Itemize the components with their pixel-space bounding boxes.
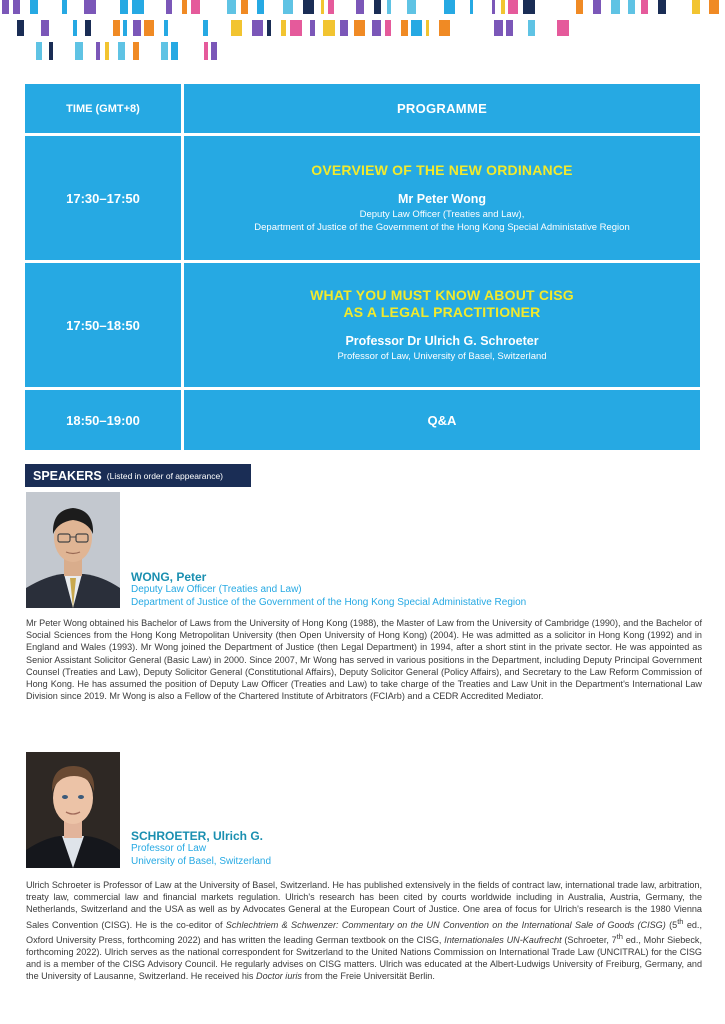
decorative-bar <box>252 20 263 36</box>
decorative-bar <box>523 0 535 14</box>
portrait-image <box>26 492 120 608</box>
decorative-bar <box>611 0 620 14</box>
decorative-bar <box>354 20 365 36</box>
decorative-bar <box>593 0 601 14</box>
bio-text: Ulrich Schroeter is Professor of Law at the University of Basel, Switzerland. He has published extensively in the fields of contract law, international trade law, arbitration, treaty law, commercial law and financial markets regulation. Ulrich's research has been cited by courts worldwide including in Australia, Austria, Germany, the Netherlands, Switzerland and the USA as well as by Advocates General at the European Court of Justice. One area of focus for Ulrich's research is the 1980 Vienna Sales Convention (CISG). He is the co-editor of <box>26 880 702 930</box>
decorative-bar <box>628 0 635 14</box>
decorative-bar <box>105 42 109 60</box>
decorative-bar <box>62 0 67 14</box>
session-time: 17:30–17:50 <box>25 136 181 260</box>
bio-text: (Schroeter, 7 <box>561 934 617 945</box>
portrait-image <box>26 752 120 868</box>
speakers-heading-note: (Listed in order of appearance) <box>106 470 224 481</box>
session-speaker: Mr Peter Wong <box>398 192 486 206</box>
programme-table <box>25 84 700 453</box>
bio-text: from the Freie Universität Berlin. <box>301 971 435 982</box>
bio-text: (5 <box>665 919 678 930</box>
decorative-bar <box>133 42 139 60</box>
decorative-bar <box>372 20 381 36</box>
programme-header-row <box>25 84 700 133</box>
bio-text: ed., Mohr Siebeck, forthcoming 2022). Ulrich serves as the national correspondent for Switzerland to the United Nations Commission on International Trade Law (UNCITRAL) for the CISG and is a member of the CISG Advisory Council. He regularly advises on CISG matters. Ulrich was educated at the Albert-Ludwigs University of Freiburg, Germany, and the University of Lausanne, Switzerland. He received his <box>26 934 702 982</box>
session-time: 17:50–18:50 <box>25 263 181 387</box>
decorative-bar <box>323 20 335 36</box>
decorative-bar <box>328 0 334 14</box>
decorative-bar <box>470 0 473 14</box>
bio-superscript: th <box>616 931 623 941</box>
speakers-heading-label: SPEAKERS <box>33 468 102 483</box>
decorative-bar <box>385 20 391 36</box>
decorative-bar <box>36 42 42 60</box>
decorative-bar <box>123 20 127 36</box>
decorative-bar <box>144 20 154 36</box>
decorative-bar <box>84 0 96 14</box>
session-speaker-role: Professor of Law, University of Basel, Switzerland <box>337 351 547 362</box>
decorative-bar <box>506 20 513 36</box>
decorative-bar <box>73 20 77 36</box>
decorative-bar <box>411 20 422 36</box>
decorative-bar <box>281 20 286 36</box>
speakers-heading <box>25 464 251 487</box>
speaker-name: SCHROETER, Ulrich G. <box>131 829 264 843</box>
decorative-bar <box>303 0 314 14</box>
bio-degree: Doctor iuris <box>256 971 302 982</box>
speaker-name: WONG, Peter <box>131 570 207 584</box>
decorative-bar <box>426 20 429 36</box>
decorative-bar <box>133 20 141 36</box>
decorative-bar <box>492 0 495 14</box>
decorative-bar <box>407 0 416 14</box>
decorative-bar <box>171 42 178 60</box>
session-row <box>25 390 700 450</box>
speaker-affiliation: University of Basel, Switzerland <box>131 855 272 867</box>
decorative-bar <box>211 42 217 60</box>
decorative-bar <box>182 0 187 14</box>
session-details <box>184 390 700 450</box>
decorative-bar <box>692 0 700 14</box>
decorative-bar <box>85 20 91 36</box>
decorative-bar <box>501 0 505 14</box>
decorative-bar <box>290 20 302 36</box>
session-details <box>184 263 700 387</box>
decorative-bars-banner <box>0 0 725 64</box>
decorative-bar <box>439 20 450 36</box>
decorative-bar <box>401 20 408 36</box>
session-row <box>25 263 700 387</box>
decorative-bar <box>191 0 200 14</box>
decorative-bar <box>75 42 83 60</box>
speaker-bio-peter-wong: Mr Peter Wong obtained his Bachelor of Laws from the University of Hong Kong (1988), the Master of Law from the University of Cambridge (1990), and the Bachelor of Social Sciences from the Hong Kong Metropolitan University (then Open University of Hong Kong) (2004). He was admitted as a solicitor in Hong Kong (1992) and in England and Wales (1993). Mr Wong joined the Department of Justice (then Legal Department) in 1994, after a short stint in the private sector. He was appointed as Senior Assistant Solicitor General (Basic Law) in 2000. Since 2007, Mr Wong has served in various positions in the Department, including Deputy Principal Government Counsel (Treaties and Law), Deputy Solicitor General (Constitutional Affairs), Deputy Solicitor General (Policy Affairs), and Secretary to the Law Reform Commission of Hong Kong. He has assumed the position of Deputy Law Officer (Treaties and Law) to take charge of the Treaties and Law Unit in the Department's International Law Division since 2019. Mr Wong is also a Fellow of the Chartered Institute of Arbitrators (FCIArb) and a CEDR Accredited Mediator. <box>26 618 702 702</box>
bio-superscript: th <box>677 916 684 926</box>
session-title: OVERVIEW OF THE NEW ORDINANCE <box>311 162 573 178</box>
decorative-bar <box>227 0 236 14</box>
session-time: 18:50–19:00 <box>25 390 181 450</box>
decorative-bar <box>576 0 583 14</box>
speaker-photo-peter-wong <box>26 492 120 608</box>
decorative-bar <box>557 20 569 36</box>
session-speaker: Professor Dr Ulrich G. Schroeter <box>345 334 539 348</box>
speaker-title: Deputy Law Officer (Treaties and Law) <box>131 584 302 595</box>
speaker-photo-ulrich-schroeter <box>26 752 120 868</box>
decorative-bar <box>494 20 503 36</box>
speaker-bio-ulrich-schroeter <box>26 879 702 983</box>
session-details <box>184 136 700 260</box>
decorative-bar <box>204 42 208 60</box>
decorative-bar <box>2 0 9 14</box>
speaker-affiliation: Department of Justice of the Government of the Hong Kong Special Administative Region <box>131 596 527 608</box>
decorative-bar <box>374 0 381 14</box>
session-title: Q&A <box>427 412 457 428</box>
decorative-bar <box>241 0 248 14</box>
decorative-bar <box>310 20 315 36</box>
session-title-line-1: WHAT YOU MUST KNOW ABOUT CISG <box>310 287 574 303</box>
decorative-bar <box>113 20 120 36</box>
session-speaker-affiliation: Department of Justice of the Government of the Hong Kong Special Administative Region <box>254 222 630 233</box>
time-column-header: TIME (GMT+8) <box>25 84 181 133</box>
decorative-bar <box>166 0 172 14</box>
decorative-bar <box>203 20 208 36</box>
decorative-bar <box>17 20 24 36</box>
decorative-bar <box>96 42 100 60</box>
decorative-bar <box>709 0 719 14</box>
session-speaker-role: Deputy Law Officer (Treaties and Law), <box>359 209 525 220</box>
speaker-title: Professor of Law <box>131 843 207 854</box>
decorative-bar <box>161 42 168 60</box>
decorative-bar <box>118 42 125 60</box>
decorative-bar <box>120 0 128 14</box>
decorative-bar <box>257 0 264 14</box>
bio-book-title: Schlechtriem & Schwenzer: Commentary on the UN Convention on the International Sale of Goods (CISG) <box>225 919 666 930</box>
session-title-line-2: AS A LEGAL PRACTITIONER <box>343 304 541 320</box>
decorative-bar <box>340 20 348 36</box>
decorative-bar <box>13 0 20 14</box>
decorative-bar <box>444 0 455 14</box>
speaker-info-ulrich-schroeter <box>131 829 271 868</box>
session-row <box>25 136 700 260</box>
programme-column-header: PROGRAMME <box>184 84 700 133</box>
decorative-bar <box>658 0 666 14</box>
decorative-bar <box>508 0 518 14</box>
decorative-bar <box>267 20 271 36</box>
decorative-bar <box>164 20 168 36</box>
decorative-bar <box>387 0 391 14</box>
decorative-bar <box>231 20 242 36</box>
decorative-bar <box>41 20 49 36</box>
decorative-bar <box>49 42 53 60</box>
decorative-bar <box>30 0 38 14</box>
bio-book-title: Internationales UN-Kaufrecht <box>444 934 562 945</box>
decorative-bar <box>356 0 364 14</box>
bio-text: ed., Oxford University Press, forthcoming 2022) and has written the leading German textbook on the CISG, <box>26 919 702 945</box>
decorative-bar <box>132 0 144 14</box>
decorative-bar <box>321 0 324 14</box>
decorative-bar <box>528 20 535 36</box>
decorative-bar <box>641 0 648 14</box>
decorative-bar <box>283 0 293 14</box>
speaker-info-peter-wong <box>131 570 526 609</box>
